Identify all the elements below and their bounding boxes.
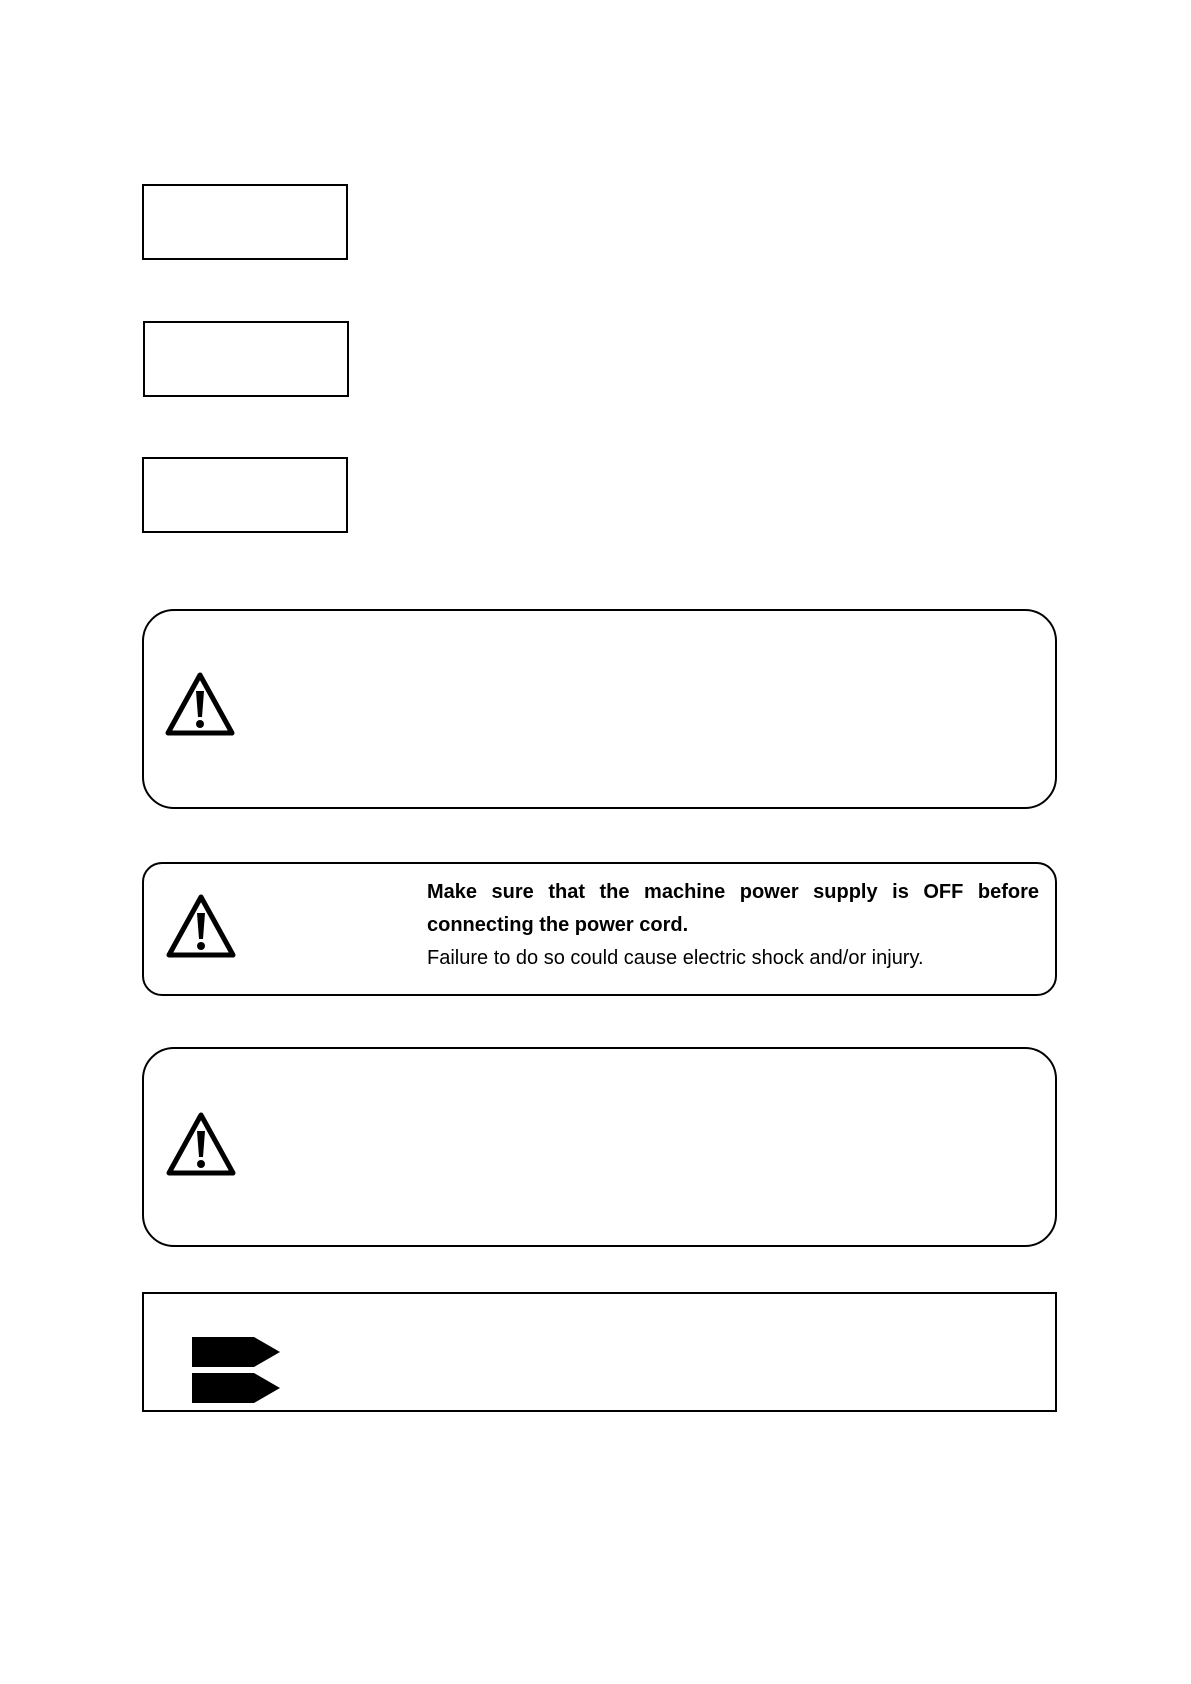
warning-triangle-icon bbox=[165, 893, 237, 959]
warning-triangle-icon bbox=[165, 1111, 237, 1177]
warning-message-bold: Make sure that the machine power supply is OFF before connecting the power cord. bbox=[427, 881, 1039, 936]
warning-message-detail: Failure to do so could cause electric shock and/or injury. bbox=[427, 947, 924, 969]
note-box bbox=[142, 1292, 1057, 1412]
label-box-2 bbox=[143, 321, 349, 397]
warning-panel-middle bbox=[142, 862, 1057, 996]
warning-panel-top bbox=[142, 609, 1057, 809]
label-box-1 bbox=[142, 184, 348, 260]
warning-message bbox=[427, 876, 1039, 975]
label-box-3 bbox=[142, 457, 348, 533]
warning-panel-bottom bbox=[142, 1047, 1057, 1247]
warning-triangle-icon bbox=[164, 671, 236, 737]
double-arrow-flag-icon bbox=[192, 1337, 280, 1403]
